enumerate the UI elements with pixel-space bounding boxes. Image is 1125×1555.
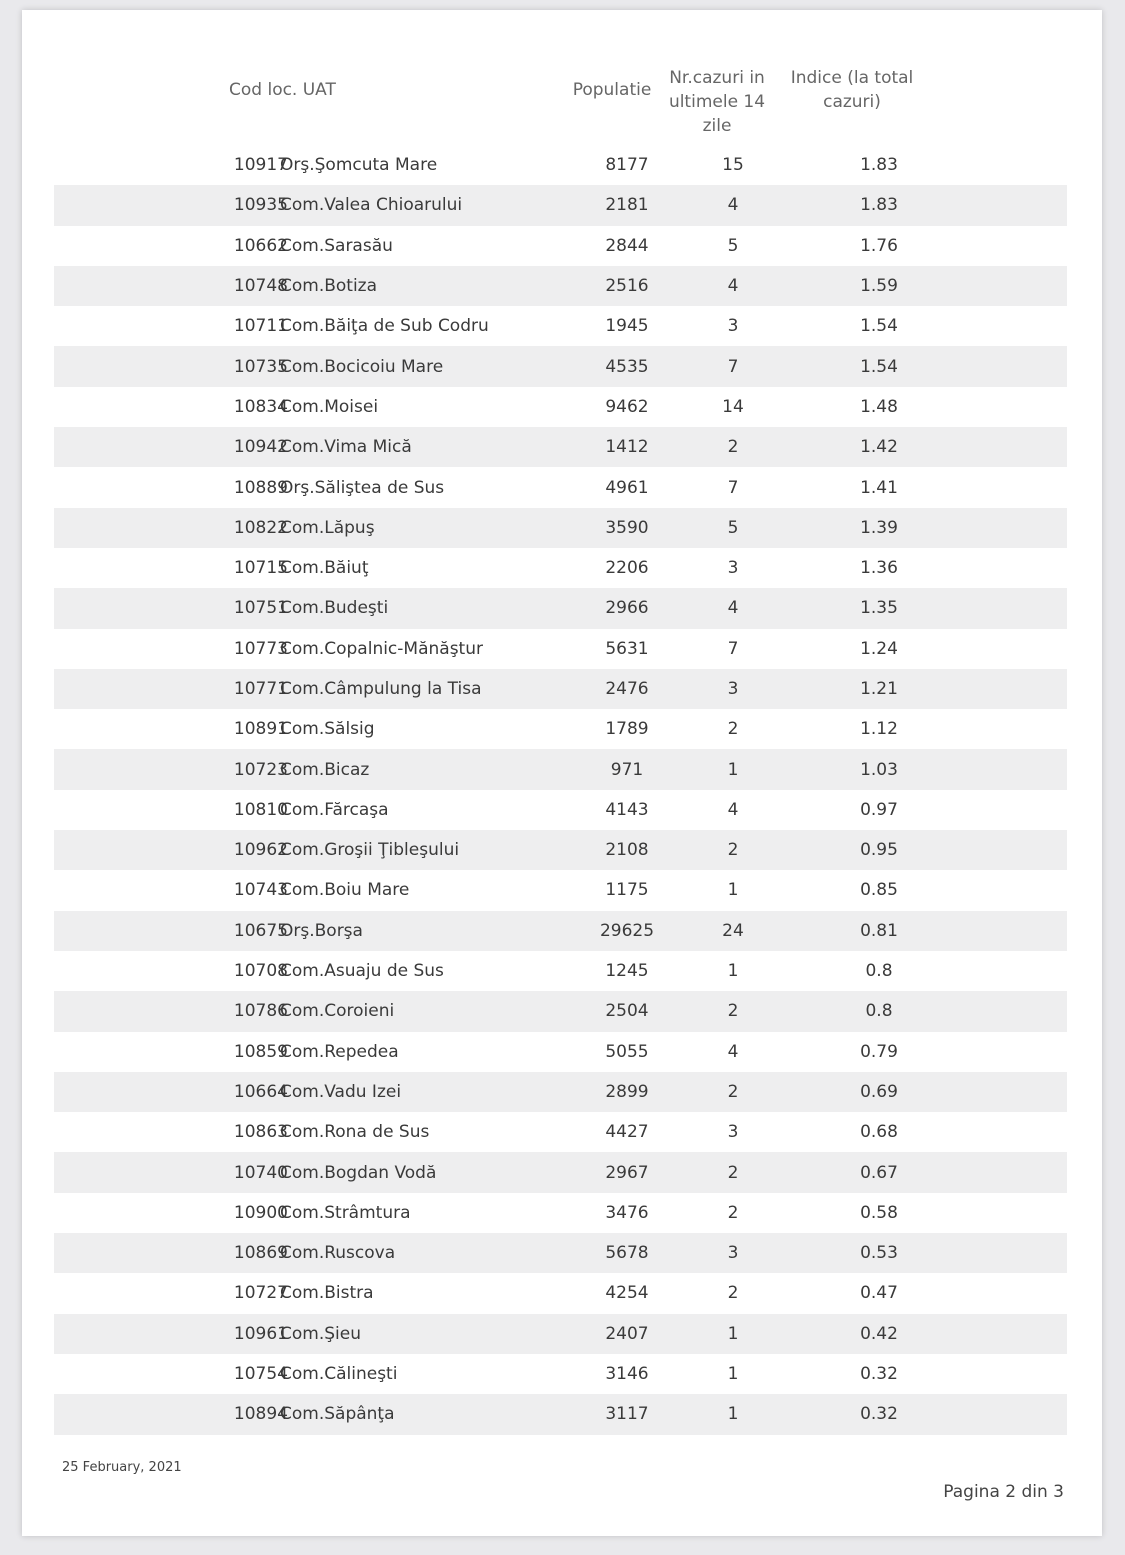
cell-cases: 3 xyxy=(727,1243,739,1264)
header-population: Populatie xyxy=(572,80,652,100)
cell-population: 2206 xyxy=(605,558,649,579)
cell-index: 1.42 xyxy=(860,437,898,458)
cell-cases: 3 xyxy=(727,1122,739,1143)
cell-population: 5631 xyxy=(605,638,649,659)
cell-name: Com.Vadu Izei xyxy=(280,1081,402,1102)
cell-name: Com.Bogdan Vodă xyxy=(280,1162,437,1183)
cell-name: Com.Lăpuş xyxy=(280,517,375,538)
cell-population: 2504 xyxy=(605,1001,649,1022)
cell-code: 10961 xyxy=(233,1323,288,1344)
cell-index: 0.85 xyxy=(860,880,898,901)
cell-cases: 2 xyxy=(727,1283,739,1304)
table-row xyxy=(54,1233,1067,1273)
cell-population: 5678 xyxy=(605,1243,649,1264)
cell-index: 1.24 xyxy=(860,638,898,659)
cell-index: 0.32 xyxy=(860,1404,898,1425)
page-number: Pagina 2 din 3 xyxy=(943,1482,1064,1502)
cell-population: 2108 xyxy=(605,840,649,861)
cell-population: 4254 xyxy=(605,1283,649,1304)
cell-population: 2844 xyxy=(605,235,649,256)
cell-cases: 15 xyxy=(722,155,744,176)
cell-index: 1.83 xyxy=(860,155,898,176)
cell-cases: 4 xyxy=(727,1041,739,1062)
cell-population: 2407 xyxy=(605,1323,649,1344)
header-cases: Nr.cazuri in ultimele 14 zile xyxy=(668,68,766,136)
table-row xyxy=(54,1112,1067,1152)
cell-name: Com.Strâmtura xyxy=(280,1202,411,1223)
cell-population: 1412 xyxy=(605,437,649,458)
cell-population: 2899 xyxy=(605,1081,649,1102)
cell-code: 10859 xyxy=(233,1041,288,1062)
cell-cases: 1 xyxy=(727,1323,739,1344)
table-row xyxy=(54,1394,1067,1434)
cell-cases: 3 xyxy=(727,558,739,579)
cell-name: Com.Groşii Ţibleşului xyxy=(280,840,460,861)
table-row xyxy=(54,427,1067,467)
table-row xyxy=(54,346,1067,386)
table-row xyxy=(54,629,1067,669)
table-row xyxy=(54,951,1067,991)
cell-cases: 3 xyxy=(727,679,739,699)
footer-date: 25 February, 2021 xyxy=(62,1460,182,1475)
cell-name: Com.Asuaju de Sus xyxy=(280,961,444,982)
table-row xyxy=(54,1314,1067,1354)
table-row xyxy=(54,911,1067,951)
cell-cases: 4 xyxy=(727,799,739,820)
cell-name: Orş.Borşa xyxy=(280,920,363,941)
cell-population: 1245 xyxy=(605,961,649,982)
cell-cases: 5 xyxy=(727,517,739,538)
cell-cases: 4 xyxy=(727,276,739,297)
cell-code: 10962 xyxy=(233,840,288,861)
cell-code: 10748 xyxy=(233,276,288,297)
cell-index: 0.68 xyxy=(860,1122,898,1143)
header-code-uat: Cod loc. UAT xyxy=(229,80,336,100)
cell-code: 10869 xyxy=(233,1243,288,1264)
cell-index: 0.42 xyxy=(860,1323,898,1344)
cell-cases: 1 xyxy=(727,1364,739,1385)
table-row xyxy=(54,387,1067,427)
cell-index: 1.36 xyxy=(860,558,898,579)
table-row xyxy=(54,709,1067,749)
cell-index: 1.03 xyxy=(860,759,898,780)
cell-code: 10662 xyxy=(233,235,288,256)
cell-index: 1.48 xyxy=(860,396,898,417)
cell-name: Com.Bicaz xyxy=(280,759,370,780)
cell-name: Com.Copalnic-Mănăştur xyxy=(280,638,483,659)
cell-name: Com.Budeşti xyxy=(280,598,389,619)
cell-index: 1.76 xyxy=(860,235,898,256)
cell-index: 0.47 xyxy=(860,1283,898,1304)
cell-index: 1.83 xyxy=(860,195,898,216)
cell-index: 1.21 xyxy=(860,679,898,699)
cell-code: 10891 xyxy=(233,719,288,740)
cell-population: 1175 xyxy=(605,880,649,901)
cell-code: 10786 xyxy=(233,1001,288,1022)
table-row xyxy=(54,1072,1067,1112)
cell-cases: 5 xyxy=(727,235,739,256)
cell-code: 10754 xyxy=(233,1364,288,1385)
table-row xyxy=(54,830,1067,870)
cell-index: 1.41 xyxy=(860,477,898,498)
table-row xyxy=(54,548,1067,588)
cell-name: Com.Ruscova xyxy=(280,1243,396,1264)
table-row xyxy=(54,266,1067,306)
cell-code: 10900 xyxy=(233,1202,288,1223)
cell-name: Com.Fărcaşa xyxy=(280,799,389,820)
cell-population: 8177 xyxy=(605,155,649,176)
cell-population: 2476 xyxy=(605,679,649,699)
cell-population: 3146 xyxy=(605,1364,649,1385)
cell-name: Com.Şieu xyxy=(280,1323,361,1344)
table-row xyxy=(54,185,1067,225)
cell-name: Com.Câmpulung la Tisa xyxy=(280,679,482,699)
cell-name: Com.Coroieni xyxy=(280,1001,395,1022)
cell-name: Com.Băiţa de Sub Codru xyxy=(280,316,489,337)
table-row xyxy=(54,226,1067,266)
cell-code: 10675 xyxy=(233,920,288,941)
cell-index: 0.8 xyxy=(865,1001,893,1022)
cell-code: 10723 xyxy=(233,759,288,780)
cell-cases: 2 xyxy=(727,1162,739,1183)
cell-code: 10751 xyxy=(233,598,288,619)
cell-cases: 1 xyxy=(727,880,739,901)
table-row xyxy=(54,669,1067,709)
table-row xyxy=(54,1152,1067,1192)
cell-name: Com.Vima Mică xyxy=(280,437,412,458)
header-index: Indice (la total cazuri) xyxy=(790,68,914,112)
cell-index: 1.54 xyxy=(860,316,898,337)
document-page xyxy=(22,10,1102,1536)
cell-population: 2516 xyxy=(605,276,649,297)
cell-index: 1.35 xyxy=(860,598,898,619)
cell-cases: 3 xyxy=(727,316,739,337)
cell-population: 2967 xyxy=(605,1162,649,1183)
table-row xyxy=(54,1193,1067,1233)
cell-code: 10917 xyxy=(233,155,288,176)
cell-cases: 7 xyxy=(727,477,739,498)
cell-cases: 2 xyxy=(727,1202,739,1223)
cell-code: 10771 xyxy=(233,679,288,699)
cell-code: 10810 xyxy=(233,799,288,820)
cell-index: 1.39 xyxy=(860,517,898,538)
table-row xyxy=(54,870,1067,910)
cell-cases: 14 xyxy=(722,396,744,417)
cell-cases: 1 xyxy=(727,961,739,982)
cell-name: Com.Repedea xyxy=(280,1041,399,1062)
cell-index: 1.59 xyxy=(860,276,898,297)
cell-cases: 1 xyxy=(727,759,739,780)
cell-name: Com.Bistra xyxy=(280,1283,374,1304)
cell-index: 1.12 xyxy=(860,719,898,740)
cell-code: 10727 xyxy=(233,1283,288,1304)
cell-code: 10708 xyxy=(233,961,288,982)
cell-index: 0.81 xyxy=(860,920,898,941)
cell-name: Com.Valea Chioarului xyxy=(280,195,463,216)
cell-population: 1789 xyxy=(605,719,649,740)
cell-index: 0.69 xyxy=(860,1081,898,1102)
cell-cases: 2 xyxy=(727,719,739,740)
cell-index: 0.67 xyxy=(860,1162,898,1183)
cell-name: Com.Sarasău xyxy=(280,235,393,256)
cell-name: Com.Bocicoiu Mare xyxy=(280,356,444,377)
cell-code: 10889 xyxy=(233,477,288,498)
cell-name: Com.Boiu Mare xyxy=(280,880,410,901)
table-row xyxy=(54,1273,1067,1313)
cell-index: 1.54 xyxy=(860,356,898,377)
cell-population: 2966 xyxy=(605,598,649,619)
table-row xyxy=(54,145,1067,185)
cell-name: Com.Băiuţ xyxy=(280,558,369,579)
cell-population: 3117 xyxy=(605,1404,649,1425)
cell-population: 1945 xyxy=(605,316,649,337)
cell-population: 971 xyxy=(610,759,644,780)
cell-cases: 24 xyxy=(722,920,744,941)
cell-code: 10935 xyxy=(233,195,288,216)
cell-population: 4427 xyxy=(605,1122,649,1143)
cell-cases: 4 xyxy=(727,598,739,619)
cell-code: 10735 xyxy=(233,356,288,377)
cell-index: 0.95 xyxy=(860,840,898,861)
cell-name: Com.Moisei xyxy=(280,396,379,417)
cell-code: 10740 xyxy=(233,1162,288,1183)
cell-cases: 1 xyxy=(727,1404,739,1425)
cell-index: 0.97 xyxy=(860,799,898,820)
cell-index: 0.8 xyxy=(865,961,893,982)
cell-code: 10834 xyxy=(233,396,288,417)
cell-name: Com.Botiza xyxy=(280,276,378,297)
cell-code: 10894 xyxy=(233,1404,288,1425)
cell-name: Orş.Şomcuta Mare xyxy=(280,155,438,176)
table-row xyxy=(54,467,1067,507)
cell-index: 0.53 xyxy=(860,1243,898,1264)
table-row xyxy=(54,749,1067,789)
cell-code: 10711 xyxy=(233,316,288,337)
cell-population: 3476 xyxy=(605,1202,649,1223)
cell-code: 10664 xyxy=(233,1081,288,1102)
cell-index: 0.32 xyxy=(860,1364,898,1385)
cell-code: 10942 xyxy=(233,437,288,458)
cell-population: 2181 xyxy=(605,195,649,216)
cell-cases: 2 xyxy=(727,1081,739,1102)
cell-code: 10773 xyxy=(233,638,288,659)
cell-population: 4143 xyxy=(605,799,649,820)
cell-code: 10822 xyxy=(233,517,288,538)
table-row xyxy=(54,991,1067,1031)
cell-cases: 7 xyxy=(727,638,739,659)
cell-name: Com.Rona de Sus xyxy=(280,1122,430,1143)
cell-code: 10863 xyxy=(233,1122,288,1143)
cell-cases: 2 xyxy=(727,1001,739,1022)
cell-population: 5055 xyxy=(605,1041,649,1062)
cell-code: 10715 xyxy=(233,558,288,579)
cell-name: Com.Călineşti xyxy=(280,1364,398,1385)
cell-name: Com.Săpânţa xyxy=(280,1404,395,1425)
cell-population: 29625 xyxy=(599,920,655,941)
cell-index: 0.79 xyxy=(860,1041,898,1062)
cell-population: 3590 xyxy=(605,517,649,538)
table-row xyxy=(54,588,1067,628)
cell-code: 10743 xyxy=(233,880,288,901)
cell-name: Com.Sălsig xyxy=(280,719,375,740)
cell-name: Orş.Săliştea de Sus xyxy=(280,477,445,498)
table-row xyxy=(54,1354,1067,1394)
data-table xyxy=(54,145,1067,1435)
table-row xyxy=(54,790,1067,830)
table-row xyxy=(54,306,1067,346)
cell-cases: 2 xyxy=(727,437,739,458)
cell-cases: 4 xyxy=(727,195,739,216)
table-row xyxy=(54,508,1067,548)
cell-index: 0.58 xyxy=(860,1202,898,1223)
cell-population: 4961 xyxy=(605,477,649,498)
cell-population: 4535 xyxy=(605,356,649,377)
table-row xyxy=(54,1032,1067,1072)
cell-population: 9462 xyxy=(605,396,649,417)
cell-cases: 7 xyxy=(727,356,739,377)
cell-cases: 2 xyxy=(727,840,739,861)
